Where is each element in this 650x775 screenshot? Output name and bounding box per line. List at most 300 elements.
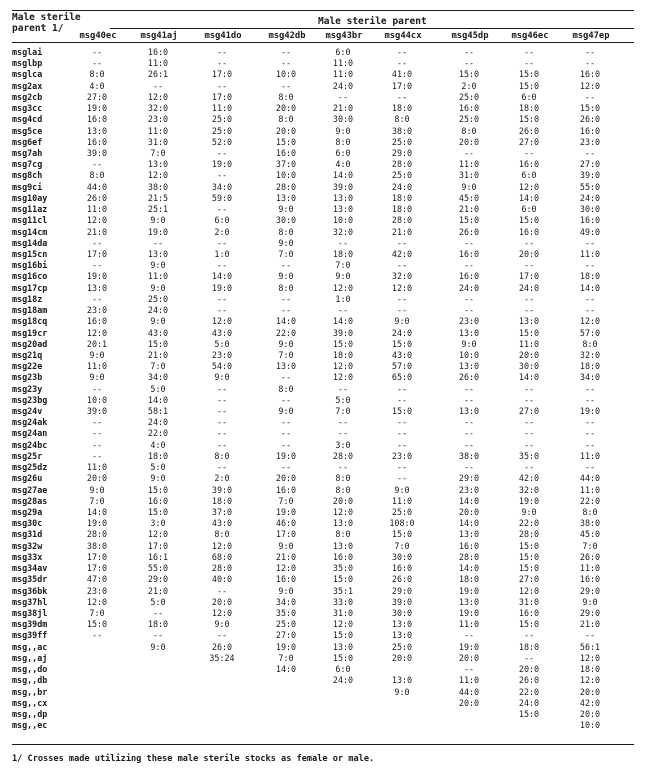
table-cell: 3:0 — [150, 518, 166, 529]
table-cell: 26:0 — [458, 226, 480, 237]
table-cell: -- — [280, 372, 292, 383]
table-cell: 7:0 — [394, 540, 410, 551]
table-cell: 27:0 — [579, 159, 601, 170]
table-cell: -- — [396, 383, 408, 394]
table-cell: 24:0 — [391, 327, 413, 338]
table-cell: 30:0 — [579, 204, 601, 215]
table-cell: 12:0 — [332, 619, 354, 630]
table-cell: 1:0 — [335, 293, 351, 304]
table-cell: 9:0 — [150, 282, 166, 293]
table-cell: 16:0 — [518, 608, 540, 618]
table-cell: 22:0 — [518, 686, 540, 697]
table-cell: -- — [463, 664, 475, 675]
table-cell: 28:0 — [332, 450, 354, 461]
table-cell: 18:0 — [391, 192, 413, 203]
table-cell: 14:0 — [579, 282, 601, 293]
table-cell: 29:0 — [147, 574, 169, 585]
row-label: msg,,dp — [12, 708, 48, 719]
table-cell: 38:0 — [86, 540, 108, 551]
table-cell: 15:0 — [391, 338, 413, 349]
table-cell: 9:0 — [278, 406, 294, 417]
table-cell: -- — [216, 585, 228, 596]
table-cell: 39:0 — [332, 181, 354, 192]
table-cell: -- — [396, 462, 408, 473]
table-cell: 24:0 — [458, 282, 480, 293]
table-cell: 40:0 — [211, 574, 233, 585]
table-cell: 6:0 — [521, 91, 537, 102]
table-cell: -- — [584, 428, 596, 439]
row-label: msg37hl — [12, 596, 48, 607]
table-cell: 44:0 — [579, 473, 601, 484]
table-cell: 15:0 — [391, 529, 413, 540]
table-cell: -- — [463, 305, 475, 316]
table-cell: 45:0 — [579, 529, 601, 540]
table-cell: 25:0 — [391, 136, 413, 147]
table-cell: -- — [523, 428, 535, 439]
table-cell: 25:1 — [147, 204, 169, 215]
table-cell: 20:0 — [579, 686, 601, 697]
table-cell: 13:0 — [458, 327, 480, 338]
table-cell: 11:0 — [391, 495, 413, 506]
table-cell: 35:0 — [275, 608, 297, 618]
table-cell: -- — [584, 462, 596, 473]
table-cell: 1:0 — [214, 248, 230, 259]
table-cell: 17:0 — [147, 540, 169, 551]
table-cell: 28:0 — [458, 551, 480, 562]
table-cell: -- — [463, 462, 475, 473]
table-cell: -- — [584, 58, 596, 69]
table-cell: 25:0 — [458, 114, 480, 125]
row-label: msg18z — [12, 293, 43, 304]
table-cell: 24:0 — [518, 697, 540, 708]
table-cell: 11:0 — [458, 619, 480, 630]
table-cell: 13:0 — [458, 361, 480, 372]
table-cell: 13:0 — [147, 248, 169, 259]
table-cell: 43:0 — [391, 349, 413, 360]
table-cell: 25:0 — [391, 170, 413, 181]
table-cell: -- — [523, 47, 535, 57]
table-cell: 9:0 — [278, 585, 294, 596]
table-cell: -- — [280, 394, 292, 405]
table-cell: 5:0 — [150, 383, 166, 394]
table-cell: 21:5 — [147, 192, 169, 203]
table-cell: 15:0 — [518, 551, 540, 562]
table-cell: 17:0 — [211, 91, 233, 102]
row-label: msg24ak — [12, 417, 48, 428]
table-cell: 7:0 — [335, 260, 351, 271]
row-label: msg39ff — [12, 630, 48, 641]
table-cell: 20:0 — [458, 652, 480, 663]
table-cell: 7:0 — [278, 248, 294, 259]
row-label: msg,,db — [12, 675, 48, 686]
table-cell: 20:0 — [579, 708, 601, 719]
table-cell: 19:0 — [147, 226, 169, 237]
table-cell: 32:0 — [518, 484, 540, 495]
table-cell: -- — [396, 473, 408, 484]
table-cell: -- — [216, 383, 228, 394]
row-label: msg,,aj — [12, 652, 48, 663]
table-cell: 10:0 — [275, 69, 297, 80]
table-cell: 28:0 — [391, 159, 413, 170]
table-cell: 11:0 — [332, 69, 354, 80]
table-cell: -- — [584, 417, 596, 428]
table-cell: -- — [396, 394, 408, 405]
table-cell: 16:0 — [275, 574, 297, 585]
spanner-heading: Male sterile parent — [318, 16, 427, 27]
table-cell: 19:0 — [518, 495, 540, 506]
table-cell: 31:0 — [518, 596, 540, 607]
table-cell: 27:0 — [518, 406, 540, 417]
table-cell: 38:0 — [458, 450, 480, 461]
table-cell: 15:0 — [518, 619, 540, 630]
table-cell: 25:0 — [391, 507, 413, 518]
table-cell: 15:0 — [86, 619, 108, 630]
table-cell: 20:0 — [211, 596, 233, 607]
table-cell: 17:0 — [211, 69, 233, 80]
table-cell: 12:0 — [211, 608, 233, 618]
table-cell: 28:0 — [211, 563, 233, 574]
table-cell: -- — [523, 147, 535, 158]
table-cell: 26:0 — [211, 641, 233, 652]
table-cell: 9:0 — [278, 204, 294, 215]
table-cell: 13:0 — [458, 406, 480, 417]
table-cell: 26:0 — [391, 574, 413, 585]
table-cell: 7:0 — [335, 406, 351, 417]
table-cell: -- — [216, 237, 228, 248]
row-label: msg5ce — [12, 125, 43, 136]
table-cell: -- — [216, 462, 228, 473]
table-cell: 49:0 — [579, 226, 601, 237]
table-cell: 21:0 — [458, 204, 480, 215]
table-cell: 28:0 — [518, 529, 540, 540]
table-cell: 45:0 — [458, 192, 480, 203]
table-cell: 39:0 — [211, 484, 233, 495]
table-cell: -- — [584, 439, 596, 450]
table-cell: 32:0 — [391, 271, 413, 282]
table-cell: 11:0 — [147, 58, 169, 69]
row-label: msg27ae — [12, 484, 48, 495]
table-cell: 6:0 — [521, 204, 537, 215]
table-cell: 42:0 — [391, 248, 413, 259]
table-cell: 39:0 — [86, 406, 108, 417]
table-cell: -- — [280, 439, 292, 450]
table-cell: 23:0 — [86, 305, 108, 316]
table-cell: 9:0 — [150, 215, 166, 226]
table-cell: 68:0 — [211, 551, 233, 562]
table-cell: -- — [523, 394, 535, 405]
table-cell: -- — [152, 80, 164, 91]
table-cell: 35:1 — [332, 585, 354, 596]
table-cell: 22:0 — [275, 327, 297, 338]
table-cell: -- — [463, 417, 475, 428]
row-label: msg11az — [12, 204, 48, 215]
table-cell: -- — [396, 47, 408, 57]
table-cell: 19:0 — [86, 271, 108, 282]
table-cell: 31:0 — [147, 136, 169, 147]
table-cell: 12:0 — [332, 507, 354, 518]
table-cell: 21:0 — [275, 551, 297, 562]
table-cell: 7:0 — [278, 652, 294, 663]
table-cell: 43:0 — [211, 518, 233, 529]
table-cell: 11:0 — [458, 675, 480, 686]
table-cell: 15:0 — [332, 574, 354, 585]
table-cell: 34:0 — [579, 372, 601, 383]
table-cell: 13:0 — [147, 159, 169, 170]
table-cell: -- — [91, 630, 103, 641]
table-cell: 15:0 — [579, 103, 601, 114]
table-cell: 19:0 — [86, 518, 108, 529]
table-cell: -- — [523, 58, 535, 69]
table-cell: 14:0 — [147, 394, 169, 405]
column-header: msg42db — [268, 31, 306, 41]
table-cell: 20:0 — [458, 697, 480, 708]
table-cell: -- — [216, 147, 228, 158]
table-cell: 20:0 — [86, 473, 108, 484]
table-cell: 9:0 — [150, 473, 166, 484]
table-cell: 13:0 — [332, 641, 354, 652]
table-cell: 19:0 — [86, 103, 108, 114]
table-cell: 7:0 — [89, 495, 105, 506]
table-cell: -- — [91, 260, 103, 271]
table-cell: 15:0 — [391, 406, 413, 417]
row-label: msg23b — [12, 372, 43, 383]
table-cell: 12:0 — [579, 316, 601, 327]
table-cell: 54:0 — [211, 361, 233, 372]
table-cell: -- — [523, 237, 535, 248]
table-cell: 16:0 — [147, 495, 169, 506]
top-rule — [12, 10, 634, 11]
table-cell: 5:0 — [335, 394, 351, 405]
table-cell: 18:0 — [332, 248, 354, 259]
table-cell: -- — [280, 428, 292, 439]
table-cell: -- — [280, 293, 292, 304]
table-cell: 30:0 — [275, 215, 297, 226]
table-cell: 34:0 — [147, 372, 169, 383]
row-label: msg14da — [12, 237, 48, 248]
table-cell: 13:0 — [275, 361, 297, 372]
table-cell: 27:0 — [518, 574, 540, 585]
table-cell: 15:0 — [147, 338, 169, 349]
table-cell: 18:0 — [579, 271, 601, 282]
table-cell: -- — [91, 58, 103, 69]
table-cell: 4:0 — [150, 439, 166, 450]
table-cell: -- — [463, 237, 475, 248]
table-cell: -- — [396, 428, 408, 439]
table-cell: -- — [91, 428, 103, 439]
table-cell: -- — [396, 293, 408, 304]
table-cell: -- — [584, 630, 596, 641]
table-cell: 31:0 — [332, 608, 354, 618]
table-cell: 15:0 — [332, 630, 354, 641]
table-cell: 9:0 — [89, 484, 105, 495]
row-label: msg4cd — [12, 114, 43, 125]
table-cell: -- — [216, 305, 228, 316]
table-cell: 12:0 — [86, 596, 108, 607]
table-cell: 18:0 — [518, 103, 540, 114]
table-cell: 24:0 — [391, 181, 413, 192]
stub-heading-line1: Male sterile — [12, 12, 81, 23]
table-cell: -- — [396, 91, 408, 102]
table-cell: -- — [216, 439, 228, 450]
table-cell: 6:0 — [214, 215, 230, 226]
table-cell: 13:0 — [332, 192, 354, 203]
table-cell: 15:0 — [518, 80, 540, 91]
table-cell: 23:0 — [211, 349, 233, 360]
table-cell: 28:0 — [275, 181, 297, 192]
table-cell: -- — [463, 47, 475, 57]
table-cell: -- — [337, 237, 349, 248]
table-cell: 29:0 — [458, 473, 480, 484]
table-cell: -- — [463, 293, 475, 304]
table-cell: 8:0 — [461, 125, 477, 136]
table-cell: 14:0 — [458, 518, 480, 529]
table-cell: 19:0 — [211, 159, 233, 170]
table-cell: 26:0 — [458, 372, 480, 383]
table-cell: 2:0 — [461, 80, 477, 91]
row-label: msg7cg — [12, 159, 43, 170]
table-cell: 27:0 — [86, 91, 108, 102]
table-cell: 8:0 — [214, 529, 230, 540]
row-label: msg,,ac — [12, 641, 48, 652]
table-cell: -- — [463, 147, 475, 158]
table-cell: -- — [463, 383, 475, 394]
row-label: msg3cc — [12, 103, 43, 114]
table-cell: 57:0 — [579, 327, 601, 338]
table-cell: 9:0 — [461, 338, 477, 349]
table-cell: 24:0 — [579, 192, 601, 203]
table-cell: 16:0 — [86, 316, 108, 327]
table-cell: 21:0 — [332, 103, 354, 114]
table-cell: -- — [463, 630, 475, 641]
table-cell: 56:1 — [579, 641, 601, 652]
table-cell: 6:0 — [521, 170, 537, 181]
table-cell: 11:0 — [579, 484, 601, 495]
row-label: msg18cq — [12, 316, 48, 327]
table-cell: 16:0 — [518, 226, 540, 237]
table-cell: -- — [280, 58, 292, 69]
table-cell: 13:0 — [275, 192, 297, 203]
table-cell: -- — [280, 260, 292, 271]
table-cell: 12:0 — [579, 675, 601, 686]
table-cell: 8:0 — [278, 383, 294, 394]
table-cell: 27:0 — [518, 136, 540, 147]
table-cell: 29:0 — [391, 147, 413, 158]
table-cell: 20:0 — [518, 664, 540, 675]
table-cell: 8:0 — [278, 114, 294, 125]
table-cell: 7:0 — [150, 147, 166, 158]
table-cell: -- — [523, 417, 535, 428]
table-cell: 15:0 — [518, 327, 540, 338]
table-cell: 9:0 — [150, 316, 166, 327]
row-label: msg36bk — [12, 585, 48, 596]
table-cell: 14:0 — [518, 372, 540, 383]
table-cell: 34:0 — [275, 596, 297, 607]
stub-heading-line2: parent 1/ — [12, 23, 64, 34]
table-cell: -- — [91, 159, 103, 170]
table-cell: -- — [91, 237, 103, 248]
table-cell: 16:0 — [579, 215, 601, 226]
table-cell: 65:0 — [391, 372, 413, 383]
table-cell: 9:0 — [335, 125, 351, 136]
table-cell: 16:0 — [86, 136, 108, 147]
table-cell: 11:0 — [86, 462, 108, 473]
table-cell: 9:0 — [394, 686, 410, 697]
table-cell: -- — [280, 80, 292, 91]
table-cell: -- — [337, 462, 349, 473]
row-label: msg21q — [12, 349, 43, 360]
table-cell: -- — [523, 462, 535, 473]
table-cell: 17:0 — [518, 271, 540, 282]
row-label: msg24an — [12, 428, 48, 439]
table-cell: 20:0 — [458, 136, 480, 147]
table-cell: 18:0 — [518, 641, 540, 652]
table-cell: 12:0 — [147, 91, 169, 102]
table-cell: 23:0 — [391, 450, 413, 461]
table-cell: 19:0 — [458, 608, 480, 618]
table-cell: 28:0 — [391, 215, 413, 226]
table-cell: 26:0 — [579, 551, 601, 562]
table-cell: 24:0 — [147, 305, 169, 316]
table-cell: 14:0 — [518, 192, 540, 203]
table-cell: 4:0 — [89, 80, 105, 91]
table-cell: 14:0 — [211, 271, 233, 282]
row-label: msg35dr — [12, 574, 48, 585]
table-cell: 12:0 — [275, 563, 297, 574]
table-cell: 19:0 — [275, 507, 297, 518]
table-cell: 12:0 — [391, 282, 413, 293]
table-cell: 16:0 — [458, 248, 480, 259]
table-cell: 13:0 — [458, 529, 480, 540]
column-header: msg43br — [325, 31, 363, 41]
table-cell: 12:0 — [518, 181, 540, 192]
table-cell: -- — [91, 47, 103, 57]
table-cell: 9:0 — [89, 349, 105, 360]
table-cell: -- — [463, 58, 475, 69]
table-cell: 19:0 — [458, 641, 480, 652]
table-cell: -- — [396, 58, 408, 69]
table-cell: 20:0 — [458, 507, 480, 518]
table-cell: 8:0 — [278, 282, 294, 293]
bottom-rule — [12, 744, 634, 745]
table-cell: -- — [584, 383, 596, 394]
table-cell: 13:0 — [332, 518, 354, 529]
table-cell: 37:0 — [211, 507, 233, 518]
table-cell: -- — [337, 417, 349, 428]
table-cell: 24:0 — [332, 675, 354, 686]
table-cell: 16:0 — [579, 125, 601, 136]
row-label: msg34av — [12, 563, 48, 574]
table-cell: 19:0 — [211, 282, 233, 293]
table-cell: -- — [91, 439, 103, 450]
table-cell: 10:0 — [579, 720, 601, 731]
table-cell: 11:0 — [579, 450, 601, 461]
table-cell: 29:0 — [579, 608, 601, 618]
table-cell: -- — [280, 417, 292, 428]
table-cell: 15:0 — [147, 484, 169, 495]
row-label: msg38jl — [12, 608, 48, 618]
table-cell: -- — [216, 58, 228, 69]
table-cell: 12:0 — [147, 529, 169, 540]
table-cell: 39:0 — [332, 327, 354, 338]
table-cell: 13:0 — [332, 204, 354, 215]
table-cell: 22:0 — [518, 518, 540, 529]
table-cell: 13:0 — [332, 540, 354, 551]
table-cell: 11:0 — [579, 248, 601, 259]
table-cell: -- — [396, 417, 408, 428]
table-cell: 2:0 — [214, 226, 230, 237]
table-cell: 26:0 — [518, 675, 540, 686]
table-cell: 9:0 — [394, 316, 410, 327]
